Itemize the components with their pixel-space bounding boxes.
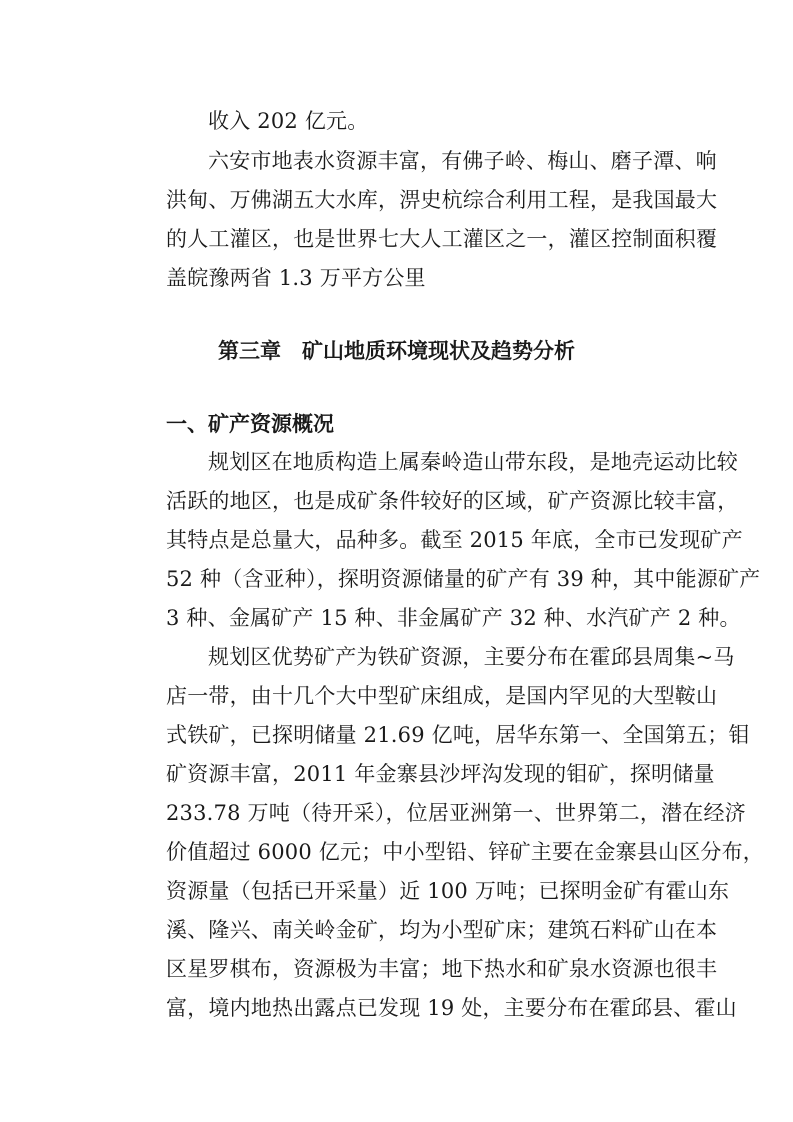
paragraph-line: 其特点是总量大，品种多。截至 2015 年底，全市已发现矿产 xyxy=(166,528,743,552)
paragraph-line: 52 种（含亚种），探明资源储量的矿产有 39 种，其中能源矿产 xyxy=(166,567,761,591)
paragraph-line: 区星罗棋布，资源极为丰富；地下热水和矿泉水资源也很丰 xyxy=(166,957,718,981)
paragraph-line: 活跃的地区，也是成矿条件较好的区域，矿产资源比较丰富， xyxy=(166,489,739,513)
paragraph-line: 洪甸、万佛湖五大水库，淠史杭综合利用工程，是我国最大 xyxy=(166,188,718,212)
paragraph-line: 的人工灌区，也是世界七大人工灌区之一，灌区控制面积覆 xyxy=(166,227,718,251)
paragraph-line: 收入 202 亿元。 xyxy=(208,109,369,133)
paragraph-line: 六安市地表水资源丰富，有佛子岭、梅山、磨子潭、响 xyxy=(208,149,717,173)
paragraph-line: 店一带，由十几个大中型矿床组成，是国内罕见的大型鞍山 xyxy=(166,684,718,708)
section-heading: 一、矿产资源概况 xyxy=(166,412,334,436)
paragraph-line: 盖皖豫两省 1.3 万平方公里 xyxy=(166,266,426,290)
paragraph-line: 溪、隆兴、南关岭金矿，均为小型矿床；建筑石料矿山在本 xyxy=(166,918,718,942)
paragraph-line: 价值超过 6000 亿元；中小型铅、锌矿主要在金寨县山区分布， xyxy=(166,840,764,864)
paragraph-line: 3 种、金属矿产 15 种、非金属矿产 32 种、水汽矿产 2 种。 xyxy=(166,606,741,630)
paragraph-line: 矿资源丰富，2011 年金寨县沙坪沟发现的钼矿，探明储量 xyxy=(166,762,715,786)
paragraph-line: 式铁矿，已探明储量 21.69 亿吨，居华东第一、全国第五；钼 xyxy=(166,723,750,747)
paragraph-line: 规划区优势矿产为铁矿资源，主要分布在霍邱县周集~马 xyxy=(208,645,735,669)
paragraph-line: 富，境内地热出露点已发现 19 处，主要分布在霍邱县、霍山 xyxy=(166,996,737,1020)
chapter-heading: 第三章 矿山地质环境现状及趋势分析 xyxy=(218,339,575,363)
paragraph-line: 规划区在地质构造上属秦岭造山带东段，是地壳运动比较 xyxy=(208,450,738,474)
paragraph-line: 233.78 万吨（待开采），位居亚洲第一、世界第二，潜在经济 xyxy=(166,801,746,825)
paragraph-line: 资源量（包括已开采量）近 100 万吨；已探明金矿有霍山东 xyxy=(166,879,730,903)
